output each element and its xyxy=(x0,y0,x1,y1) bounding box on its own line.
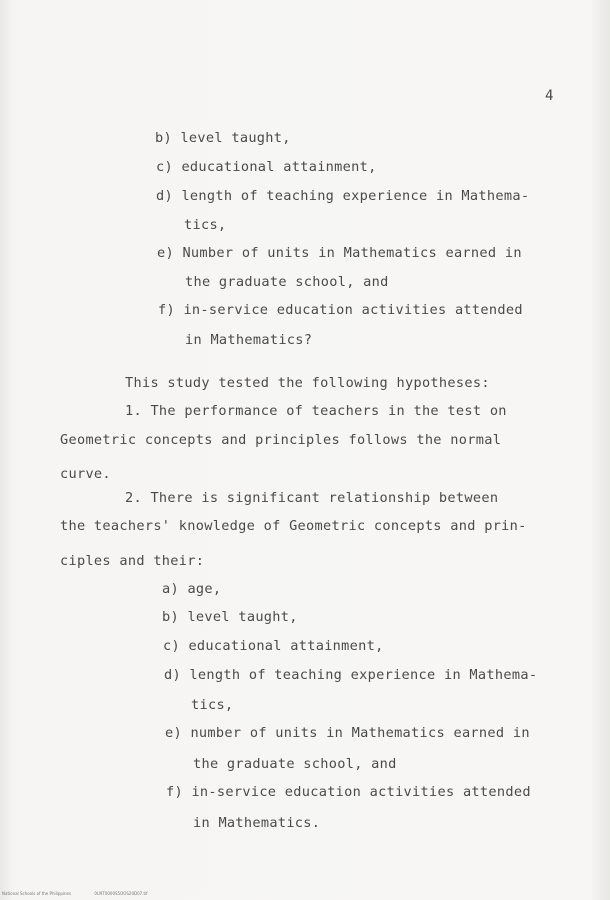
list-one-item-e: e) Number of units in Mathematics earned in xyxy=(157,245,522,261)
list-one-item-d: d) length of teaching experience in Mathema- xyxy=(156,188,530,204)
footer-institution: National Schools of the Philippines xyxy=(2,891,72,896)
hypothesis-1-line-3: curve. xyxy=(60,466,111,482)
page-number: 4 xyxy=(545,88,554,104)
list-two-item-b: b) level taught, xyxy=(162,609,298,625)
list-two-item-f-cont: in Mathematics. xyxy=(193,815,321,831)
hypothesis-2-line-2: the teachers' knowledge of Geometric concepts and prin- xyxy=(60,518,527,534)
hypothesis-2-line-3: ciples and their: xyxy=(60,553,205,569)
hypothesis-1-line-1: 1. The performance of teachers in the test on xyxy=(125,403,507,419)
list-two-item-d-cont: tics, xyxy=(191,697,234,713)
hypotheses-intro: This study tested the following hypotheses: xyxy=(125,375,490,391)
footer-identifier: 0U9T0000S5OOS20D07.tif xyxy=(94,891,148,896)
list-one-item-b: b) level taught, xyxy=(155,130,291,146)
list-two-item-c: c) educational attainment, xyxy=(163,638,384,654)
list-one-item-f-cont: in Mathematics? xyxy=(185,332,313,348)
list-two-item-e: e) number of units in Mathematics earned in xyxy=(165,725,530,741)
list-two-item-e-cont: the graduate school, and xyxy=(193,756,397,772)
list-two-item-f: f) in-service education activities attended xyxy=(166,784,531,800)
list-one-item-e-cont: the graduate school, and xyxy=(185,274,389,290)
hypothesis-1-line-2: Geometric concepts and principles follows the normal xyxy=(60,432,502,448)
list-one-item-f: f) in-service education activities attended xyxy=(158,302,523,318)
list-one-item-d-cont: tics, xyxy=(184,217,227,233)
list-two-item-d: d) length of teaching experience in Mathema- xyxy=(164,667,538,683)
list-one-item-c: c) educational attainment, xyxy=(156,159,377,175)
scan-footer xyxy=(2,891,170,896)
hypothesis-2-line-1: 2. There is significant relationship between xyxy=(125,490,499,506)
list-two-item-a: a) age, xyxy=(162,581,222,597)
